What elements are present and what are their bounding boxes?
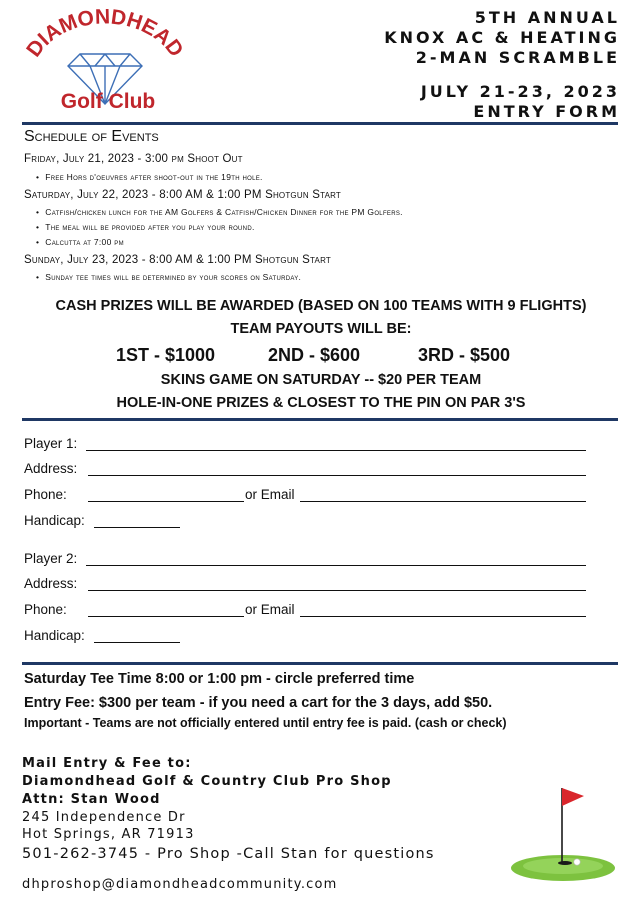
mail-title: Mail Entry & Fee to: (22, 756, 192, 771)
player2-phone-label: Phone: (24, 602, 67, 617)
logo-brand-text: DIAMONDHEAD (22, 8, 188, 62)
header-line1: 5TH ANNUAL (474, 8, 620, 27)
schedule-friday: Friday, July 21, 2023 - 3:00 pm Shoot Out (24, 153, 243, 165)
player1-email-label: or Email (245, 487, 295, 502)
prize-second: 2ND - $600 (268, 345, 361, 365)
list-item: • Sunday tee times will be determined by your scores on Saturday. (36, 272, 301, 282)
player2-handicap-field[interactable] (94, 642, 180, 643)
prize-third: 3RD - $500 (418, 345, 511, 365)
player1-handicap-label: Handicap: (24, 513, 85, 528)
player1-handicap-field[interactable] (94, 527, 180, 528)
important-note: Important - Teams are not officially entered until entry fee is paid. (cash or check) (24, 716, 507, 730)
schedule-sunday: Sunday, July 23, 2023 - 8:00 AM & 1:00 PM Shotgun Start (24, 254, 331, 266)
hole-in-one: HOLE-IN-ONE PRIZES & CLOSEST TO THE PIN ON PAR 3'S (116, 395, 526, 411)
player1-field[interactable] (86, 450, 586, 451)
player2-label: Player 2: (24, 551, 78, 566)
divider (22, 662, 618, 665)
divider (22, 418, 618, 421)
player1-address-label: Address: (24, 461, 78, 476)
header-line2: KNOX AC & HEATING (384, 28, 620, 47)
skins-game: SKINS GAME ON SATURDAY -- $20 PER TEAM (160, 372, 482, 388)
header-date: JULY 21-23, 2023 (420, 82, 620, 101)
header-line3: 2-MAN SCRAMBLE (415, 48, 620, 67)
player1-email-field[interactable] (300, 501, 586, 502)
list-item: • Catfish/chicken lunch for the AM Golfers & Catfish/Chicken Dinner for the PM Golfers. (36, 207, 403, 217)
mail-street: 245 Independence Dr (22, 810, 186, 825)
player1-label: Player 1: (24, 436, 78, 451)
header-form: ENTRY FORM (473, 102, 620, 121)
player2-handicap-label: Handicap: (24, 628, 85, 643)
player2-phone-field[interactable] (88, 616, 244, 617)
logo-club-text: Golf Club (60, 90, 156, 113)
prizes-line1: CASH PRIZES WILL BE AWARDED (BASED ON 100 TEAMS WITH 9 FLIGHTS) (55, 298, 587, 314)
mail-attn: Attn: Stan Wood (22, 792, 161, 807)
mail-phone: 501-262-3745 - Pro Shop -Call Stan for questions (22, 846, 435, 862)
player1-phone-label: Phone: (24, 487, 67, 502)
tee-time: Saturday Tee Time 8:00 or 1:00 pm - circle preferred time (24, 671, 415, 687)
list-item: • Calcutta at 7:00 pm (36, 237, 124, 247)
list-item: • The meal will be provided after you play your round. (36, 222, 255, 232)
schedule-title: Schedule of Events (24, 128, 159, 145)
player2-email-label: or Email (245, 602, 295, 617)
mail-city: Hot Springs, AR 71913 (22, 827, 195, 842)
entry-fee: Entry Fee: $300 per team - if you need a cart for the 3 days, add $50. (24, 695, 493, 711)
golf-flag-icon (508, 782, 618, 882)
prizes-line2: TEAM PAYOUTS WILL BE: (230, 321, 412, 337)
mail-org: Diamondhead Golf & Country Club Pro Shop (22, 774, 392, 789)
list-item: • Free Hors d'oeuvres after shoot-out in the 19th hole. (36, 172, 263, 182)
schedule-saturday: Saturday, July 22, 2023 - 8:00 AM & 1:00 PM Shotgun Start (24, 189, 342, 201)
player2-address-label: Address: (24, 576, 78, 591)
mail-email[interactable]: dhproshop@diamondheadcommunity.com (22, 877, 338, 892)
prize-first: 1ST - $1000 (116, 345, 216, 365)
player2-field[interactable] (86, 565, 586, 566)
player1-address-field[interactable] (88, 475, 586, 476)
player2-address-field[interactable] (88, 590, 586, 591)
player2-email-field[interactable] (300, 616, 586, 617)
divider (22, 122, 618, 125)
player1-phone-field[interactable] (88, 501, 244, 502)
